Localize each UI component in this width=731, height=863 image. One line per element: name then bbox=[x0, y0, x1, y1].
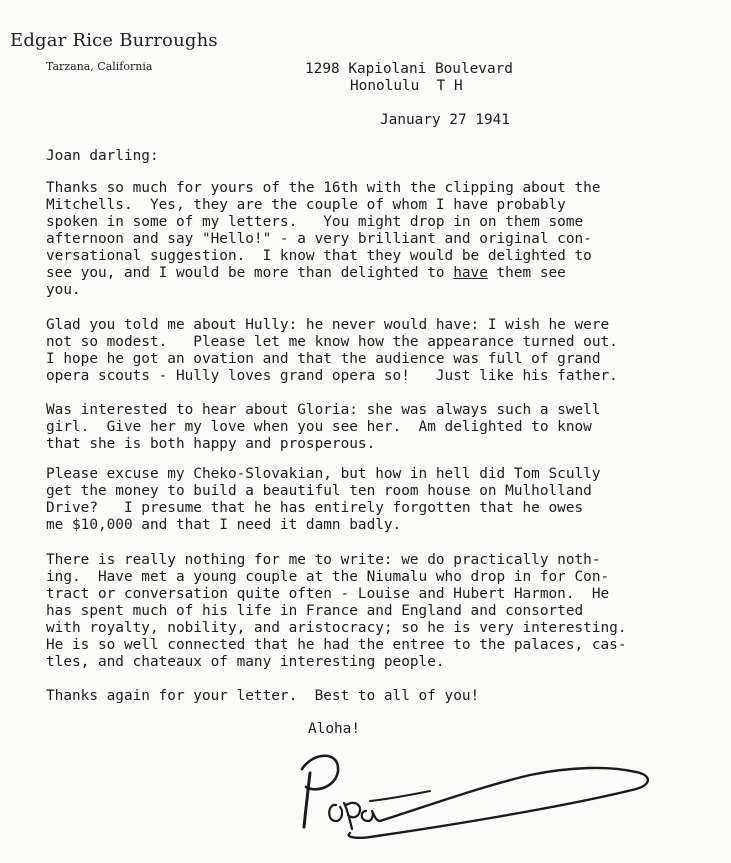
paragraph-line: tles, and chateaux of many interesting people. bbox=[46, 654, 445, 670]
letterhead-name: Edgar Rice Burroughs bbox=[10, 30, 218, 51]
paragraph-line: opera scouts - Hully loves grand opera so! Just like his father. bbox=[46, 368, 618, 384]
address-line-2: Honolulu T H bbox=[350, 78, 463, 94]
paragraph-line: Thanks again for your letter. Best to all of you! bbox=[46, 688, 480, 704]
closing: Aloha! bbox=[308, 721, 360, 737]
paragraph-line: has spent much of his life in France and England and consorted bbox=[46, 603, 584, 619]
letterhead-place: Tarzana, California bbox=[46, 60, 153, 73]
line-text-tail: them see bbox=[487, 265, 566, 281]
paragraph-line: with royalty, nobility, and aristocracy; so he is very interesting. bbox=[46, 620, 627, 636]
paragraph-line: Mitchells. Yes, they are the couple of whom I have probably bbox=[46, 197, 566, 213]
paragraph-line: tract or conversation quite often - Louise and Hubert Harmon. He bbox=[46, 586, 610, 602]
paragraph-line: that she is both happy and prosperous. bbox=[46, 436, 376, 452]
paragraph-line: ing. Have met a young couple at the Niumalu who drop in for Con- bbox=[46, 569, 610, 585]
paragraph-line-composite bbox=[46, 265, 726, 282]
handwritten-signature bbox=[280, 745, 680, 850]
signature-scrawl bbox=[280, 745, 680, 845]
letter-date: January 27 1941 bbox=[380, 112, 510, 128]
paragraph-line: Glad you told me about Hully: he never would have: I wish he were bbox=[46, 317, 610, 333]
paragraph-4 bbox=[46, 466, 726, 534]
paragraph-line: not so modest. Please let me know how the appearance turned out. bbox=[46, 334, 618, 350]
paragraph-line: girl. Give her my love when you see her. Am delighted to know bbox=[46, 419, 592, 435]
paragraph-line: Please excuse my Cheko-Slovakian, but how in hell did Tom Scully bbox=[46, 466, 601, 482]
paragraph-2 bbox=[46, 317, 726, 385]
paragraph-line: He is so well connected that he had the entree to the palaces, cas- bbox=[46, 637, 627, 653]
paragraph-line: you. bbox=[46, 282, 81, 298]
paragraph-1 bbox=[46, 180, 726, 299]
paragraph-line: Thanks so much for yours of the 16th with the clipping about the bbox=[46, 180, 601, 196]
paragraph-line: versational suggestion. I know that they would be delighted to bbox=[46, 248, 592, 264]
paragraph-line: afternoon and say "Hello!" - a very brilliant and original con- bbox=[46, 231, 592, 247]
address-line-1: 1298 Kapiolani Boulevard bbox=[305, 61, 513, 77]
paragraph-line: get the money to build a beautiful ten room house on Mulholland bbox=[46, 483, 592, 499]
paragraph-3 bbox=[46, 402, 726, 453]
paragraph-line: spoken in some of my letters. You might drop in on them some bbox=[46, 214, 584, 230]
paragraph-line: Drive? I presume that he has entirely forgotten that he owes bbox=[46, 500, 584, 516]
paragraph-line: me $10,000 and that I need it damn badly. bbox=[46, 517, 402, 533]
paragraph-line: There is really nothing for me to write: we do practically noth- bbox=[46, 552, 601, 568]
underlined-word: have bbox=[453, 265, 488, 281]
paragraph-6 bbox=[46, 688, 726, 705]
paragraph-line: I hope he got an ovation and that the audience was full of grand bbox=[46, 351, 601, 367]
paragraph-5 bbox=[46, 552, 726, 671]
paragraph-line: Was interested to hear about Gloria: she was always such a swell bbox=[46, 402, 601, 418]
line-text: see you, and I would be more than delighted to bbox=[46, 265, 454, 281]
salutation: Joan darling: bbox=[46, 148, 159, 164]
